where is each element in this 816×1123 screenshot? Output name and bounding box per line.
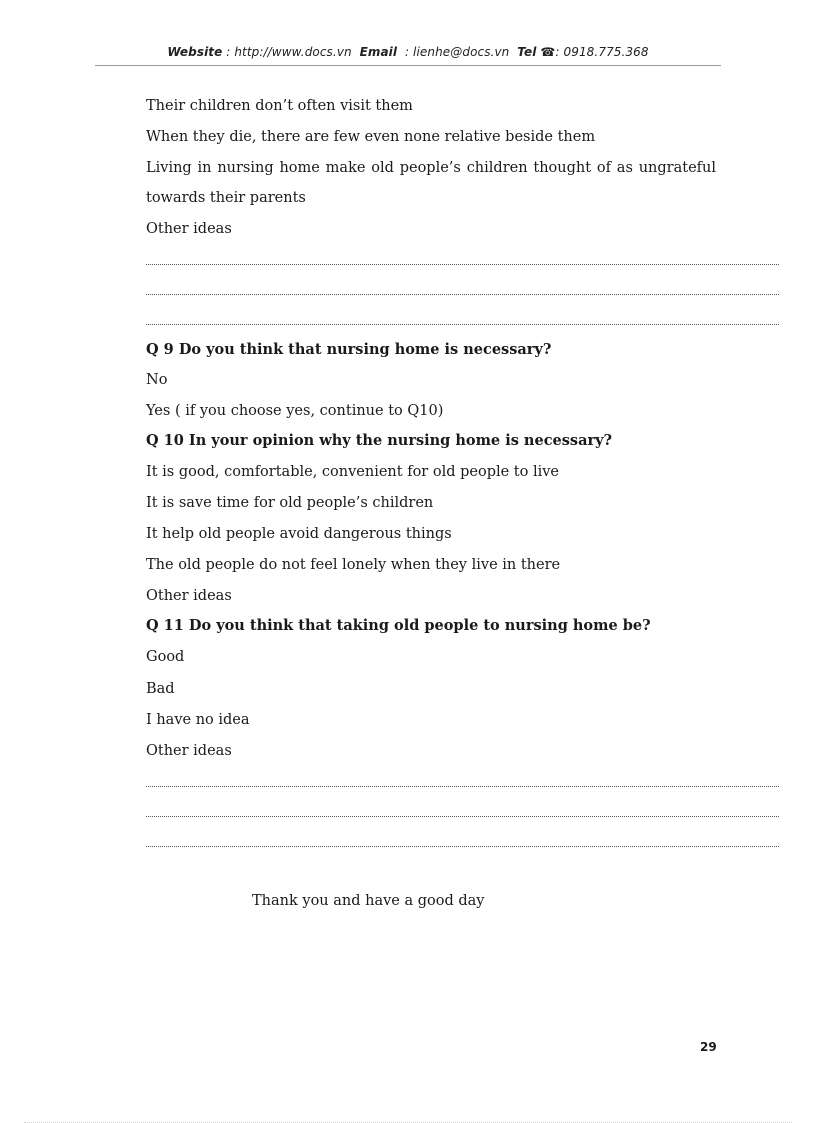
word: home <box>279 160 320 176</box>
option-text: Other ideas <box>146 588 232 604</box>
word: thought <box>533 160 592 176</box>
option-text: When they die, there are few even none relative beside them <box>146 129 596 145</box>
option-text: Bad <box>146 681 175 697</box>
option-text: I have no idea <box>146 712 250 728</box>
word: children <box>466 160 528 176</box>
option-text-justified <box>146 159 716 177</box>
question-title: Q 10 In your opinion why the nursing home is necessary? <box>146 432 613 449</box>
closing-text: Thank you and have a good day <box>252 893 485 909</box>
header-divider <box>95 65 721 66</box>
question-title: Q 9 Do you think that nursing home is necessary? <box>146 341 552 358</box>
word: make <box>325 160 366 176</box>
option-text: Other ideas <box>146 743 232 759</box>
option-text-continuation: towards their parents <box>146 190 306 206</box>
tel-value: : 0918.775.368 <box>555 45 649 59</box>
email-label: Email <box>359 45 398 59</box>
option-text: It is good, comfortable, convenient for old people to live <box>146 464 560 480</box>
answer-line[interactable] <box>146 264 779 265</box>
answer-line[interactable] <box>146 816 779 817</box>
word: people’s <box>399 160 461 176</box>
word: ungrateful <box>638 160 716 176</box>
word: Living <box>146 160 192 176</box>
word: as <box>616 160 633 176</box>
word: nursing <box>217 160 274 176</box>
email-value: : lienhe@docs.vn <box>404 45 510 59</box>
page-number: 29 <box>700 1040 717 1054</box>
option-text: Good <box>146 649 185 665</box>
answer-line[interactable] <box>146 324 779 325</box>
option-text: The old people do not feel lonely when they live in there <box>146 557 561 573</box>
option-text: Yes ( if you choose yes, continue to Q10) <box>146 403 444 419</box>
question-title: Q 11 Do you think that taking old people to nursing home be? <box>146 617 651 634</box>
word: of <box>596 160 611 176</box>
answer-line[interactable] <box>146 846 779 847</box>
word: in <box>197 160 212 176</box>
option-text: It help old people avoid dangerous things <box>146 526 452 542</box>
option-text: Their children don’t often visit them <box>146 98 413 114</box>
option-text: No <box>146 372 168 388</box>
website-label: Website <box>167 45 223 59</box>
option-text: It is save time for old people’s children <box>146 495 434 511</box>
page-header <box>95 45 721 59</box>
answer-line[interactable] <box>146 786 779 787</box>
tel-label: Tel <box>517 45 537 59</box>
phone-icon: ☎ <box>540 45 556 59</box>
option-text: Other ideas <box>146 221 232 237</box>
answer-line[interactable] <box>146 294 779 295</box>
website-value: : http://www.docs.vn <box>226 45 352 59</box>
word: old <box>371 160 394 176</box>
